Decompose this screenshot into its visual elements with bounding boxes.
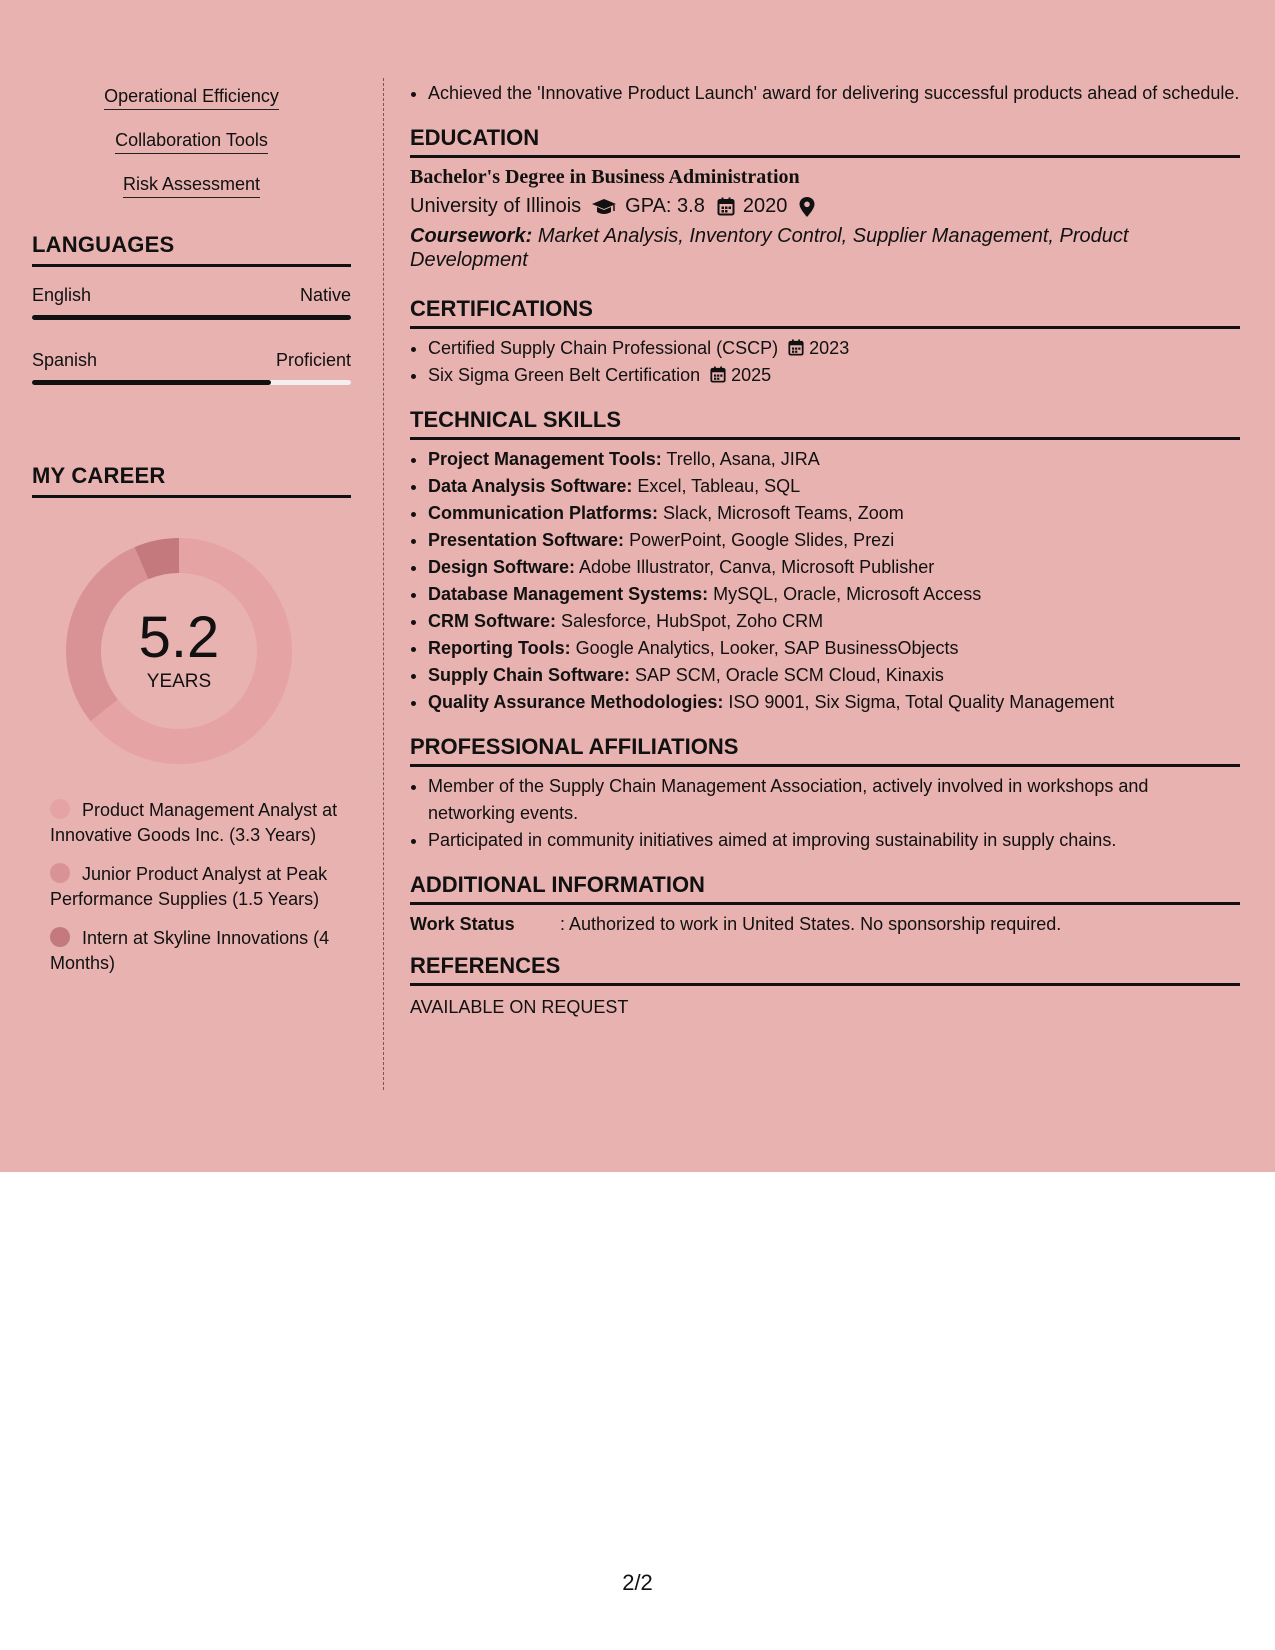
career-item: Product Management Analyst at Innovative Goods Inc. (3.3 Years) xyxy=(50,800,338,845)
skill-item xyxy=(428,635,1240,662)
skill-value: Adobe Illustrator, Canva, Microsoft Publisher xyxy=(579,557,935,577)
legend-dot xyxy=(50,863,70,883)
affiliations-heading: PROFESSIONAL AFFILIATIONS xyxy=(410,734,1240,767)
language-name: Spanish xyxy=(32,350,98,370)
skill-value: Google Analytics, Looker, SAP BusinessObjects xyxy=(575,638,959,658)
coursework-value: Market Analysis, Inventory Control, Supplier Management, Product Development xyxy=(410,225,1129,271)
keyword-item: Risk Assessment xyxy=(32,174,351,198)
left-column xyxy=(32,86,351,990)
work-status-value: : Authorized to work in United States. No sponsorship required. xyxy=(560,914,1062,934)
graduation-year: 2020 xyxy=(742,195,788,217)
page-number: 2/2 xyxy=(622,1570,653,1595)
languages-heading: LANGUAGES xyxy=(32,232,351,267)
skill-value: SAP SCM, Oracle SCM Cloud, Kinaxis xyxy=(635,665,944,685)
affiliation-item: • Participated in community initiatives aimed at improving sustainability in supply chains. xyxy=(428,827,1240,854)
skill-value: Excel, Tableau, SQL xyxy=(637,476,801,496)
certification-item: • Six Sigma Green Belt Certification 2025 xyxy=(428,362,1240,389)
skill-item xyxy=(428,554,1240,581)
career-item: Junior Product Analyst at Peak Performance Supplies (1.5 Years) xyxy=(50,864,328,909)
skill-label: Quality Assurance Methodologies: xyxy=(428,692,724,712)
skill-item xyxy=(428,527,1240,554)
additional-info-heading: ADDITIONAL INFORMATION xyxy=(410,872,1240,905)
affiliations-section xyxy=(410,734,1240,854)
right-column xyxy=(410,78,1240,1018)
work-status-row xyxy=(410,914,1240,935)
keyword-item: Operational Efficiency xyxy=(32,86,351,110)
skill-label: Design Software: xyxy=(428,557,576,577)
language-name: English xyxy=(32,285,92,305)
skill-item xyxy=(428,608,1240,635)
achievements-list xyxy=(410,80,1240,107)
language-bar-fill xyxy=(32,380,271,385)
language-bar xyxy=(32,315,351,320)
degree-title: Bachelor's Degree in Business Administration xyxy=(410,166,800,188)
career-donut-chart xyxy=(64,536,294,766)
coursework xyxy=(410,224,1240,272)
affiliation-item: • Member of the Supply Chain Management Association, actively involved in workshops and networking events. xyxy=(428,773,1240,827)
career-total: 5.2 xyxy=(138,605,220,670)
career-list xyxy=(50,798,340,976)
career-heading: MY CAREER xyxy=(32,463,351,498)
technical-skills-section xyxy=(410,407,1240,716)
language-level: Native xyxy=(299,285,351,305)
language-bar xyxy=(32,380,351,385)
language-bar-fill xyxy=(32,315,351,320)
work-status-label: Work Status xyxy=(410,914,515,934)
skill-label: Data Analysis Software: xyxy=(428,476,633,496)
references-text: AVAILABLE ON REQUEST xyxy=(410,997,629,1017)
graduation-cap-icon xyxy=(591,198,617,216)
skill-value: ISO 9001, Six Sigma, Total Quality Management xyxy=(728,692,1115,712)
legend-dot xyxy=(50,927,70,947)
calendar-icon xyxy=(788,339,804,356)
achievement-item: • Achieved the 'Innovative Product Launch' award for delivering successful products ahead of schedule. xyxy=(428,80,1240,107)
references-heading: REFERENCES xyxy=(410,953,1240,986)
column-divider xyxy=(383,78,384,1090)
keyword-item: Collaboration Tools xyxy=(32,130,351,154)
skill-item xyxy=(428,500,1240,527)
gpa: GPA: 3.8 xyxy=(625,195,705,217)
education-details xyxy=(410,195,1240,218)
affiliations-list xyxy=(410,773,1240,854)
language-item xyxy=(32,350,351,385)
skill-label: Database Management Systems: xyxy=(428,584,709,604)
skill-item xyxy=(428,689,1240,716)
technical-skills-list xyxy=(410,446,1240,716)
skill-item xyxy=(428,662,1240,689)
skill-value: PowerPoint, Google Slides, Prezi xyxy=(629,530,895,550)
career-section xyxy=(32,463,351,976)
coursework-label: Coursework: xyxy=(410,225,533,247)
additional-info-section xyxy=(410,872,1240,935)
skill-label: Communication Platforms: xyxy=(428,503,659,523)
languages-section xyxy=(32,232,351,385)
skill-label: CRM Software: xyxy=(428,611,557,631)
references-section xyxy=(410,953,1240,1018)
skill-label: Supply Chain Software: xyxy=(428,665,631,685)
certifications-list xyxy=(410,335,1240,389)
skill-label: Project Management Tools: xyxy=(428,449,662,469)
legend-dot xyxy=(50,799,70,819)
education-section xyxy=(410,125,1240,272)
education-heading: EDUCATION xyxy=(410,125,1240,158)
language-item xyxy=(32,285,351,320)
career-unit: YEARS xyxy=(146,671,212,692)
skill-label: Reporting Tools: xyxy=(428,638,571,658)
technical-skills-heading: TECHNICAL SKILLS xyxy=(410,407,1240,440)
skill-value: Salesforce, HubSpot, Zoho CRM xyxy=(561,611,824,631)
skill-value: MySQL, Oracle, Microsoft Access xyxy=(713,584,982,604)
skill-label: Presentation Software: xyxy=(428,530,625,550)
certifications-heading: CERTIFICATIONS xyxy=(410,296,1240,329)
school-name: University of Illinois xyxy=(410,195,582,217)
certifications-section xyxy=(410,296,1240,389)
skill-item xyxy=(428,473,1240,500)
career-item: Intern at Skyline Innovations (4 Months) xyxy=(50,928,330,973)
skill-value: Trello, Asana, JIRA xyxy=(666,449,820,469)
certification-item: • Certified Supply Chain Professional (CSCP) 2023 xyxy=(428,335,1240,362)
location-pin-icon xyxy=(799,197,815,217)
calendar-icon xyxy=(710,366,726,383)
skill-item xyxy=(428,446,1240,473)
skill-item xyxy=(428,581,1240,608)
calendar-icon xyxy=(717,197,735,216)
skill-value: Slack, Microsoft Teams, Zoom xyxy=(663,503,904,523)
language-level: Proficient xyxy=(275,350,351,370)
